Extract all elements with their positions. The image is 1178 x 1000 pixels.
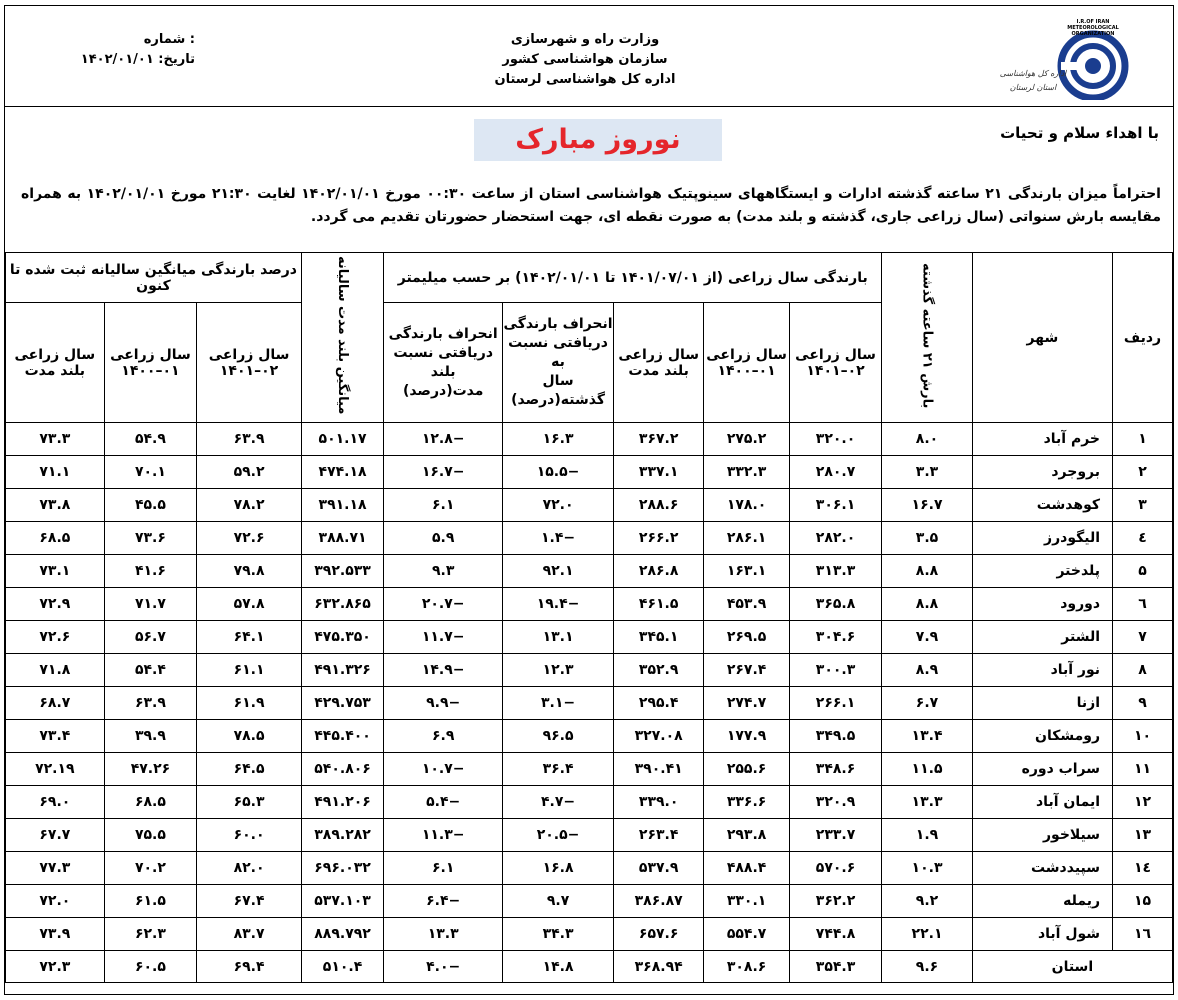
cell-dprev: ۳۶.۴ (503, 753, 614, 786)
cell-plong: ۷۱.۸ (6, 654, 105, 687)
sub-label: سال زراعی (14, 346, 96, 363)
cell-rlong: ۴۶۱.۵ (613, 588, 703, 621)
cell-h24: ۶.۷ (882, 687, 972, 720)
cell-dlong: −۶.۴ (384, 885, 503, 918)
cell-radif: ۲ (1113, 456, 1173, 489)
radif-header: ردیف (1113, 253, 1173, 423)
cell-avg: ۳۸۹.۲۸۲ (301, 819, 383, 852)
sub-year: بلند مدت (24, 362, 86, 379)
cell-plong: ۶۷.۷ (6, 819, 105, 852)
org-ministry: وزارت راه و شهرسازی (510, 32, 660, 47)
cell-p0100: ۷۳.۶ (104, 522, 197, 555)
cell-plong: ۷۳.۸ (6, 489, 105, 522)
cell-avg: ۶۳۲.۸۶۵ (301, 588, 383, 621)
cell-dprev: ۱۴.۸ (503, 951, 614, 983)
logo-text-2: METEOROLOGICAL (1067, 25, 1119, 31)
cell-h24: ۱۶.۷ (882, 489, 972, 522)
cell-dprev: −۱۵.۵ (503, 456, 614, 489)
cell-avg: ۴۴۵.۴۰۰ (301, 720, 383, 753)
cell-dprev: ۱۳.۱ (503, 621, 614, 654)
cell-r0102: ۳۴۸.۶ (789, 753, 882, 786)
cell-h24: ۸.۸ (882, 588, 972, 621)
logo-fa-1: اداره کل هواشناسی (999, 69, 1067, 78)
cell-p0100: ۶۱.۵ (104, 885, 197, 918)
cell-r0100: ۲۷۵.۲ (704, 423, 789, 456)
logo-text-1: I.R.OF IRAN (1076, 19, 1110, 25)
table-row (6, 588, 1173, 621)
cell-rlong: ۳۳۹.۰ (613, 786, 703, 819)
cell-city: کوهدشت (972, 489, 1112, 522)
cell-rlong: ۳۴۵.۱ (613, 621, 703, 654)
sub-p0102 (197, 303, 302, 423)
cell-r0102: ۳۶۲.۲ (789, 885, 882, 918)
table-body (6, 423, 1173, 951)
cell-avg: ۳۹۱.۱۸ (301, 489, 383, 522)
table-row (6, 687, 1173, 720)
table-row (6, 489, 1173, 522)
cell-dprev: −۱۹.۴ (503, 588, 614, 621)
sub-label: سال زراعی (618, 346, 700, 363)
table-row (6, 918, 1173, 951)
cell-r0100: ۱۷۸.۰ (704, 489, 789, 522)
cell-city: سیلاخور (972, 819, 1112, 852)
sub-plong (6, 303, 105, 423)
cell-p0100: ۷۰.۲ (104, 852, 197, 885)
cell-h24: ۲۲.۱ (882, 918, 972, 951)
cell-dlong: −۱۴.۹ (384, 654, 503, 687)
cell-plong: ۶۸.۵ (6, 522, 105, 555)
cell-r0100: ۲۶۹.۵ (704, 621, 789, 654)
cell-h24: ۹.۲ (882, 885, 972, 918)
cell-p0102: ۷۸.۵ (197, 720, 302, 753)
cell-plong: ۷۳.۹ (6, 918, 105, 951)
letter-meta (45, 30, 195, 70)
cell-p0100: ۷۱.۷ (104, 588, 197, 621)
cell-p0102: ۶۹.۴ (197, 951, 302, 983)
sub-label: سال زراعی (706, 346, 787, 363)
sub-label: سال زراعی (208, 346, 290, 363)
cell-city: بروجرد (972, 456, 1112, 489)
cell-r0102: ۳۲۰.۰ (789, 423, 882, 456)
document-page (4, 5, 1174, 995)
cell-r0100: ۲۷۴.۷ (704, 687, 789, 720)
cell-city: رومشکان (972, 720, 1112, 753)
cell-p0100: ۴۷.۲۶ (104, 753, 197, 786)
cell-rlong: ۲۹۵.۴ (613, 687, 703, 720)
table-row (6, 819, 1173, 852)
cell-dlong: ۵.۹ (384, 522, 503, 555)
cell-dlong: −۲۰.۷ (384, 588, 503, 621)
sub-rlong (613, 303, 703, 423)
organization-block (435, 30, 735, 90)
cell-h24: ۳.۵ (882, 522, 972, 555)
cell-p0102: ۵۷.۸ (197, 588, 302, 621)
cell-p0102: ۶۵.۳ (197, 786, 302, 819)
cell-r0102: ۳۰۰.۳ (789, 654, 882, 687)
dev-long-line: انحراف بارندگی (388, 325, 498, 342)
cell-dlong: ۶.۱ (384, 489, 503, 522)
cell-r0102: ۲۸۰.۷ (789, 456, 882, 489)
cell-plong: ۷۲.۳ (6, 951, 105, 983)
cell-radif: ١٤ (1113, 852, 1173, 885)
cell-city: دورود (972, 588, 1112, 621)
cell-avg: ۳۸۸.۷۱ (301, 522, 383, 555)
cell-city: ازنا (972, 687, 1112, 720)
intro-paragraph: احتراماً میزان بارندگی ۲۱ ساعته گذشته ادارات و ایستگاههای سینوپتیک هواشناسی استان از ساعت ۰۰:۳۰ مورخ ۱۴۰۲/۰۱/۰۱ لغایت ۲۱:۳۰ مورخ ۱۴۰۲/۰۱/۰۱ به همراه مقایسه بارش سنواتی (سال زراعی جاری، گذشته و بلند مدت) به صورت نقطه ای، جهت استحضار حضورتان تقدیم می گردد. (21, 186, 1161, 225)
cell-radif: ۷ (1113, 621, 1173, 654)
cell-plong: ۶۹.۰ (6, 786, 105, 819)
cell-h24: ۹.۶ (882, 951, 972, 983)
cell-dlong: ۹.۳ (384, 555, 503, 588)
cell-dprev: −۴.۷ (503, 786, 614, 819)
sub-year: بلند مدت (628, 362, 689, 379)
cell-rlong: ۲۸۸.۶ (613, 489, 703, 522)
cell-p0100: ۵۴.۴ (104, 654, 197, 687)
cell-r0102: ۳۰۶.۱ (789, 489, 882, 522)
cell-r0100: ۲۵۵.۶ (704, 753, 789, 786)
table-row (6, 753, 1173, 786)
org-department: اداره کل هواشناسی لرستان (494, 72, 676, 87)
cell-h24: ۱۰.۳ (882, 852, 972, 885)
cell-p0102: ۵۹.۲ (197, 456, 302, 489)
cell-p0102: ۸۲.۰ (197, 852, 302, 885)
cell-p0100: ۶۰.۵ (104, 951, 197, 983)
cell-h24: ۷.۹ (882, 621, 972, 654)
cell-r0102: ۲۸۲.۰ (789, 522, 882, 555)
city-header: شهر (972, 253, 1112, 423)
cell-r0102: ۲۶۶.۱ (789, 687, 882, 720)
cell-p0102: ۷۲.۶ (197, 522, 302, 555)
cell-h24: ۱.۹ (882, 819, 972, 852)
cell-radif: ۸ (1113, 654, 1173, 687)
cell-rlong: ۶۵۷.۶ (613, 918, 703, 951)
cell-rlong: ۲۶۳.۴ (613, 819, 703, 852)
cell-p0100: ۴۱.۶ (104, 555, 197, 588)
cell-radif: ۱۰ (1113, 720, 1173, 753)
table-row (6, 456, 1173, 489)
cell-dprev: −۲۰.۵ (503, 819, 614, 852)
cell-p0102: ۶۱.۱ (197, 654, 302, 687)
sub-label: سال زراعی (110, 346, 191, 363)
cell-plong: ۷۳.۱ (6, 555, 105, 588)
sub-r0102 (789, 303, 882, 423)
table-row (6, 423, 1173, 456)
cell-plong: ۷۲.۱۹ (6, 753, 105, 786)
cell-p0100: ۶۸.۵ (104, 786, 197, 819)
cell-dlong: −۱۶.۷ (384, 456, 503, 489)
cell-r0102: ۳۵۴.۳ (789, 951, 882, 983)
cell-radif: ۱۲ (1113, 786, 1173, 819)
rainfall-table (5, 252, 1173, 983)
cell-dlong: −۴.۰ (384, 951, 503, 983)
cell-dprev: ۱۲.۳ (503, 654, 614, 687)
cell-avg: ۳۹۲.۵۳۳ (301, 555, 383, 588)
cell-r0102: ۳۶۵.۸ (789, 588, 882, 621)
table-row (6, 621, 1173, 654)
dev-long-line: دریافتی نسبت بلند (393, 344, 494, 380)
cell-dlong: −۵.۴ (384, 786, 503, 819)
cell-r0102: ۲۳۳.۷ (789, 819, 882, 852)
cell-city: نور آباد (972, 654, 1112, 687)
cell-p0102: ۶۴.۱ (197, 621, 302, 654)
cell-h24: ۸.۰ (882, 423, 972, 456)
dev-prev-line: انحراف بارندگی (503, 316, 613, 332)
cell-rlong: ۳۸۶.۸۷ (613, 885, 703, 918)
cell-plong: ۷۲.۶ (6, 621, 105, 654)
cell-p0102: ۶۷.۴ (197, 885, 302, 918)
cell-rlong: ۵۳۷.۹ (613, 852, 703, 885)
cell-city: ریمله (972, 885, 1112, 918)
cell-city: الیگودرز (972, 522, 1112, 555)
cell-dlong: −۱۱.۳ (384, 819, 503, 852)
percent-group-header: درصد بارندگی میانگین سالیانه ثبت شده تا کنون (6, 253, 302, 303)
cell-radif: ۱۳ (1113, 819, 1173, 852)
nowruz-banner: نوروز مبارک (474, 119, 722, 161)
table-row (6, 720, 1173, 753)
cell-dprev: −۱.۴ (503, 522, 614, 555)
cell-h24: ۱۳.۴ (882, 720, 972, 753)
cell-p0102: ۸۳.۷ (197, 918, 302, 951)
longterm-avg-text: میانگین بلند مدت سالیانه (335, 256, 351, 415)
sub-year: ۰۱–۱۴۰۰ (717, 362, 776, 379)
rain-group-header: بارندگی سال زراعی (از ۱۴۰۱/۰۷/۰۱ تا ۱۴۰۲/۰۱/۰۱) بر حسب میلیمتر (384, 253, 882, 303)
cell-plong: ۶۸.۷ (6, 687, 105, 720)
cell-rlong: ۳۵۲.۹ (613, 654, 703, 687)
cell-dlong: ۶.۱ (384, 852, 503, 885)
cell-dprev: ۹۶.۵ (503, 720, 614, 753)
cell-avg: ۵۰۱.۱۷ (301, 423, 383, 456)
cell-rlong: ۳۶۸.۹۴ (613, 951, 703, 983)
cell-radif: ۱ (1113, 423, 1173, 456)
table-row (6, 852, 1173, 885)
logo-fa-2: استان لرستان (1009, 83, 1057, 92)
dev-prev-line: سال گذشته(درصد) (511, 373, 605, 408)
sub-year: ۰۲–۱۴۰۱ (806, 362, 865, 379)
greeting: با اهداء سلام و تحیات (1000, 124, 1159, 142)
cell-rlong: ۲۸۶.۸ (613, 555, 703, 588)
logo-text-3: ORGANIZATION (1071, 31, 1115, 37)
date-label: تاریخ: ۱۴۰۲/۰۱/۰۱ (80, 52, 195, 67)
cell-radif: ٤ (1113, 522, 1173, 555)
cell-avg: ۵۳۷.۱۰۳ (301, 885, 383, 918)
cell-p0102: ۷۸.۲ (197, 489, 302, 522)
cell-h24: ۸.۹ (882, 654, 972, 687)
cell-p0100: ۴۵.۵ (104, 489, 197, 522)
cell-r0102: ۳۲۰.۹ (789, 786, 882, 819)
cell-dlong: ۱۳.۳ (384, 918, 503, 951)
cell-r0102: ۳۴۹.۵ (789, 720, 882, 753)
table-row (6, 654, 1173, 687)
cell-p0100: ۷۰.۱ (104, 456, 197, 489)
cell-rlong: ۳۶۷.۲ (613, 423, 703, 456)
cell-r0102: ۵۷۰.۶ (789, 852, 882, 885)
cell-avg: ۴۹۱.۲۰۶ (301, 786, 383, 819)
cell-r0100: ۵۵۴.۷ (704, 918, 789, 951)
cell-dlong: −۱۱.۷ (384, 621, 503, 654)
cell-radif: ۳ (1113, 489, 1173, 522)
cell-r0100: ۳۳۲.۳ (704, 456, 789, 489)
cell-p0102: ۶۱.۹ (197, 687, 302, 720)
cell-h24: ۳.۳ (882, 456, 972, 489)
cell-rlong: ۲۶۶.۲ (613, 522, 703, 555)
header-row-1 (6, 253, 1173, 303)
cell-rlong: ۳۲۷.۰۸ (613, 720, 703, 753)
cell-plong: ۷۱.۱ (6, 456, 105, 489)
letter-header (5, 6, 1173, 107)
cell-p0102: ۷۹.۸ (197, 555, 302, 588)
cell-p0100: ۶۲.۳ (104, 918, 197, 951)
cell-dlong: −۱۰.۷ (384, 753, 503, 786)
table-row (6, 522, 1173, 555)
h24-header (882, 253, 972, 423)
sub-year: ۰۲–۱۴۰۱ (219, 362, 279, 379)
sub-year: ۰۱–۱۴۰۰ (121, 362, 180, 379)
number-label: شماره : (143, 32, 195, 47)
cell-avg: ۴۹۱.۳۲۶ (301, 654, 383, 687)
cell-radif: ۱۱ (1113, 753, 1173, 786)
cell-p0100: ۶۳.۹ (104, 687, 197, 720)
meteorological-logo (993, 14, 1153, 100)
cell-r0100: ۴۵۳.۹ (704, 588, 789, 621)
cell-r0100: ۱۶۳.۱ (704, 555, 789, 588)
total-row (6, 951, 1173, 983)
longterm-avg-header (301, 253, 383, 423)
cell-r0100: ۲۸۶.۱ (704, 522, 789, 555)
cell-avg: ۸۸۹.۷۹۲ (301, 918, 383, 951)
cell-dprev: ۹۲.۱ (503, 555, 614, 588)
cell-dlong: ۶.۹ (384, 720, 503, 753)
cell-p0100: ۷۵.۵ (104, 819, 197, 852)
cell-plong: ۷۳.۴ (6, 720, 105, 753)
sub-dev-prev (503, 303, 614, 423)
sub-dev-long (384, 303, 503, 423)
table-row (6, 885, 1173, 918)
cell-dprev: −۳.۱ (503, 687, 614, 720)
cell-radif: ۱٦ (1113, 918, 1173, 951)
sub-label: سال زراعی (795, 346, 876, 363)
cell-dprev: ۱۶.۸ (503, 852, 614, 885)
cell-plong: ۷۲.۰ (6, 885, 105, 918)
cell-dlong: −۱۲.۸ (384, 423, 503, 456)
cell-avg: ۴۲۹.۷۵۳ (301, 687, 383, 720)
cell-p0100: ۵۴.۹ (104, 423, 197, 456)
cell-city: شول آباد (972, 918, 1112, 951)
cell-dlong: −۹.۹ (384, 687, 503, 720)
cell-p0100: ۳۹.۹ (104, 720, 197, 753)
sub-r0100 (704, 303, 789, 423)
cell-p0102: ۶۰.۰ (197, 819, 302, 852)
cell-plong: ۷۲.۹ (6, 588, 105, 621)
cell-r0100: ۳۳۰.۱ (704, 885, 789, 918)
cell-radif: ۱۵ (1113, 885, 1173, 918)
cell-radif: ۵ (1113, 555, 1173, 588)
cell-dprev: ۷۲.۰ (503, 489, 614, 522)
dev-long-line: مدت(درصد) (402, 382, 484, 399)
cell-p0100: ۵۶.۷ (104, 621, 197, 654)
table-row (6, 555, 1173, 588)
cell-city: پلدختر (972, 555, 1112, 588)
org-agency: سازمان هواشناسی کشور (502, 52, 668, 67)
cell-h24: ۱۱.۵ (882, 753, 972, 786)
h24-header-text: بارش ۲۱ ساعته گذشته (919, 262, 935, 409)
cell-city: سپیددشت (972, 852, 1112, 885)
sub-p0100 (104, 303, 197, 423)
cell-r0100: ۴۸۸.۴ (704, 852, 789, 885)
cell-radif: ٦ (1113, 588, 1173, 621)
cell-city: سراب دوره (972, 753, 1112, 786)
cell-plong: ۷۳.۳ (6, 423, 105, 456)
cell-avg: ۴۷۴.۱۸ (301, 456, 383, 489)
cell-dprev: ۱۶.۳ (503, 423, 614, 456)
cell-r0100: ۲۹۳.۸ (704, 819, 789, 852)
cell-r0102: ۳۱۳.۳ (789, 555, 882, 588)
cell-h24: ۸.۸ (882, 555, 972, 588)
cell-r0100: ۳۰۸.۶ (704, 951, 789, 983)
cell-p0102: ۶۴.۵ (197, 753, 302, 786)
cell-dprev: ۹.۷ (503, 885, 614, 918)
cell-rlong: ۳۳۷.۱ (613, 456, 703, 489)
table-row (6, 786, 1173, 819)
cell-city: ایمان آباد (972, 786, 1112, 819)
cell-r0100: ۱۷۷.۹ (704, 720, 789, 753)
cell-radif: ۹ (1113, 687, 1173, 720)
cell-p0102: ۶۳.۹ (197, 423, 302, 456)
cell-r0102: ۷۴۴.۸ (789, 918, 882, 951)
cell-avg: ۵۴۰.۸۰۶ (301, 753, 383, 786)
cell-plong: ۷۷.۳ (6, 852, 105, 885)
cell-r0102: ۳۰۴.۶ (789, 621, 882, 654)
cell-h24: ۱۳.۳ (882, 786, 972, 819)
cell-city: خرم آباد (972, 423, 1112, 456)
cell-city: الشتر (972, 621, 1112, 654)
cell-dprev: ۳۴.۳ (503, 918, 614, 951)
cell-r0100: ۳۳۶.۶ (704, 786, 789, 819)
cell-avg: ۶۹۶.۰۳۲ (301, 852, 383, 885)
cell-r0100: ۲۶۷.۴ (704, 654, 789, 687)
cell-rlong: ۳۹۰.۴۱ (613, 753, 703, 786)
total-label: استان (972, 951, 1172, 983)
dev-prev-line: دریافتی نسبت به (508, 335, 608, 370)
cell-avg: ۵۱۰.۴ (301, 951, 383, 983)
cell-avg: ۴۷۵.۳۵۰ (301, 621, 383, 654)
